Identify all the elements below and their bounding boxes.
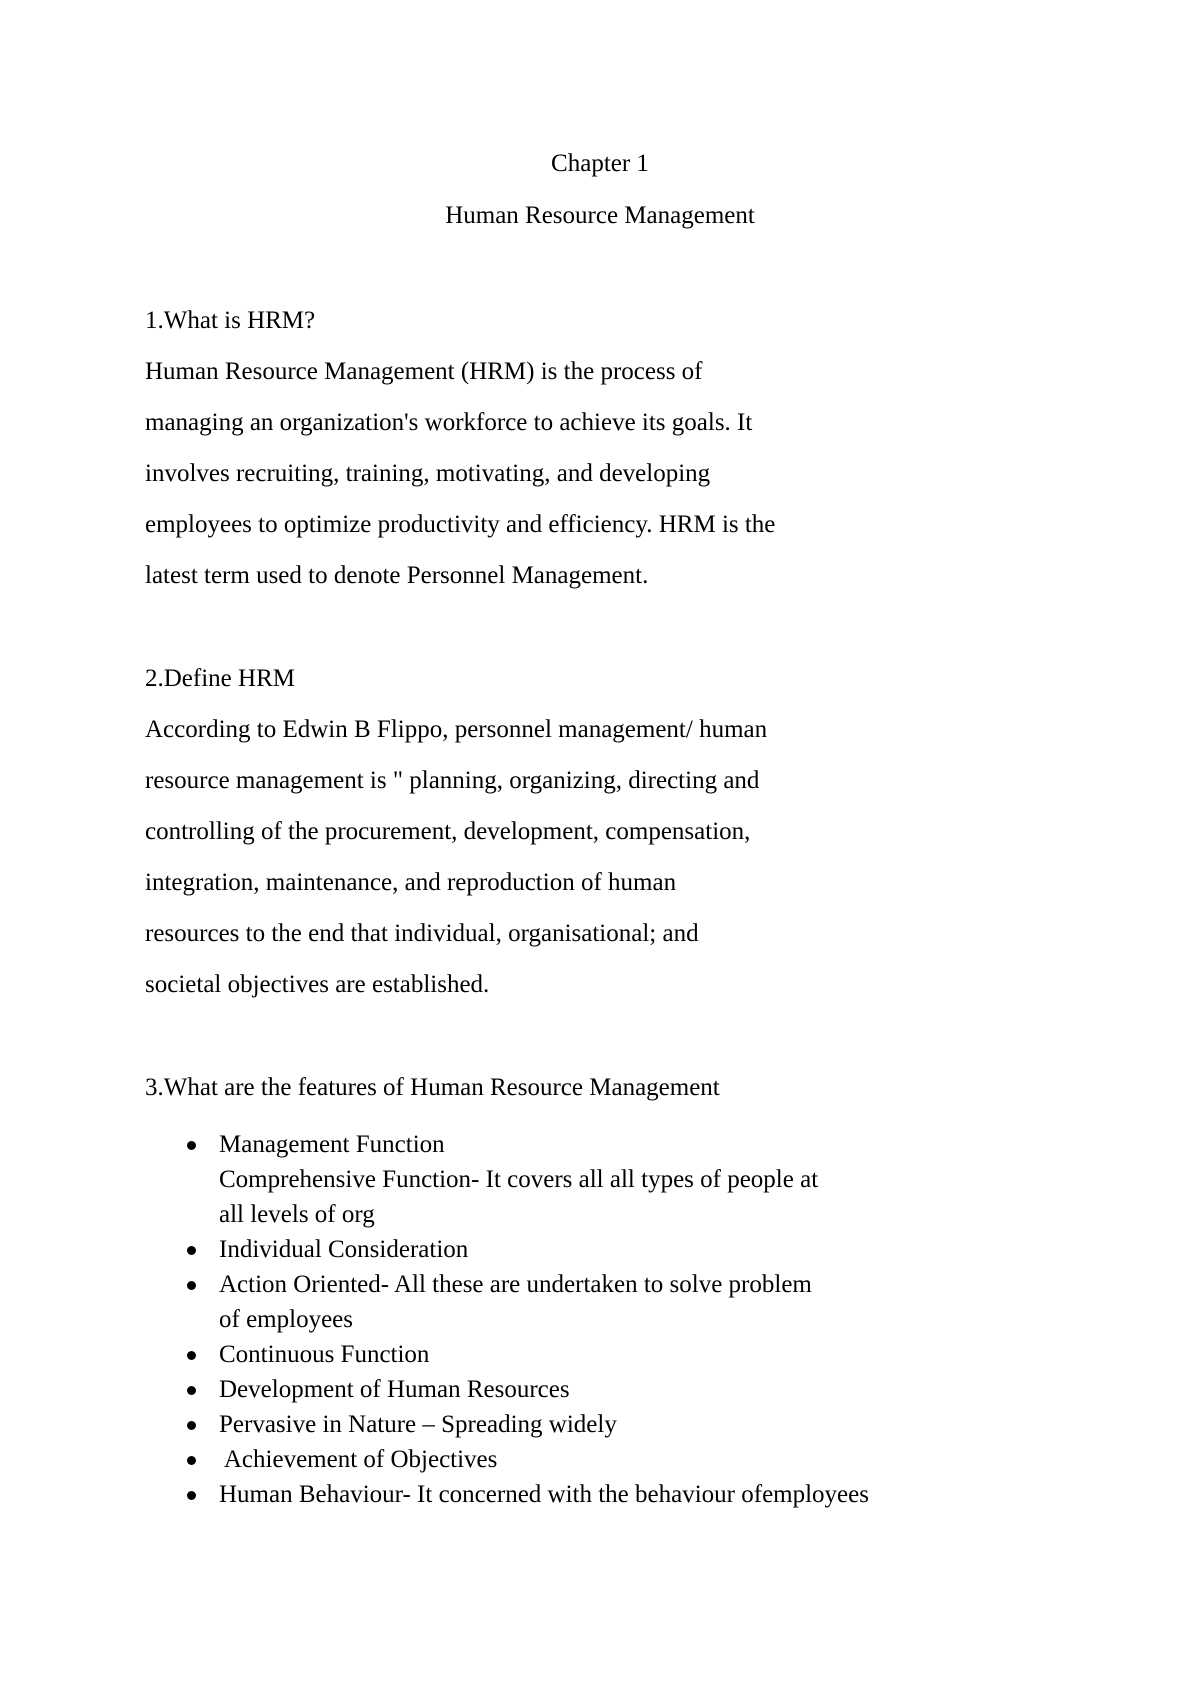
paragraph-line: managing an organization's workforce to achieve its goals. It [145,409,753,436]
section-features-hrm [145,1073,1145,1103]
list-item: Action Oriented- All these are undertaken to solve problem of employees [145,1267,1145,1337]
paragraph-line: integration, maintenance, and reproduction of human [145,869,677,896]
section-define-hrm [145,664,1145,1021]
bullet-icon [187,1456,196,1465]
paragraph-line: latest term used to denote Personnel Management. [145,562,649,589]
bullet-icon [187,1351,196,1360]
paragraph-line: societal objectives are established. [145,971,490,998]
bullet-icon [187,1281,196,1290]
chapter-label: Chapter 1 [551,150,649,177]
bullet-icon [187,1141,196,1150]
section-title: 3.What are the features of Human Resource Management [145,1074,720,1101]
list-item: Development of Human Resources [145,1372,1145,1407]
section-title: 1.What is HRM? [145,307,316,334]
bullet-icon [187,1246,196,1255]
paragraph-line: resource management is " planning, organizing, directing and [145,767,760,794]
bullet-icon [187,1421,196,1430]
chapter-title: Human Resource Management [445,202,755,229]
paragraph-line: Human Resource Management (HRM) is the process of [145,358,703,385]
bullet-icon [187,1491,196,1500]
list-item: Management Function Comprehensive Function- It covers all all types of people at all levels of org [145,1127,1145,1232]
section-what-is-hrm [145,306,1145,612]
paragraph-line: controlling of the procurement, development, compensation, [145,818,751,845]
paragraph-line: According to Edwin B Flippo, personnel management/ human [145,716,768,743]
list-item: Individual Consideration [145,1232,1145,1267]
list-item: Human Behaviour- It concerned with the behaviour ofemployees [145,1477,1145,1512]
paragraph-line: involves recruiting, training, motivating, and developing [145,460,711,487]
features-list [145,1127,1145,1512]
bullet-icon [187,1386,196,1395]
list-item: Continuous Function [145,1337,1145,1372]
list-item: Achievement of Objectives [145,1442,1145,1477]
section-title: 2.Define HRM [145,665,295,692]
paragraph-line: employees to optimize productivity and efficiency. HRM is the [145,511,776,538]
paragraph-line: resources to the end that individual, organisational; and [145,920,699,947]
list-item: Pervasive in Nature – Spreading widely [145,1407,1145,1442]
